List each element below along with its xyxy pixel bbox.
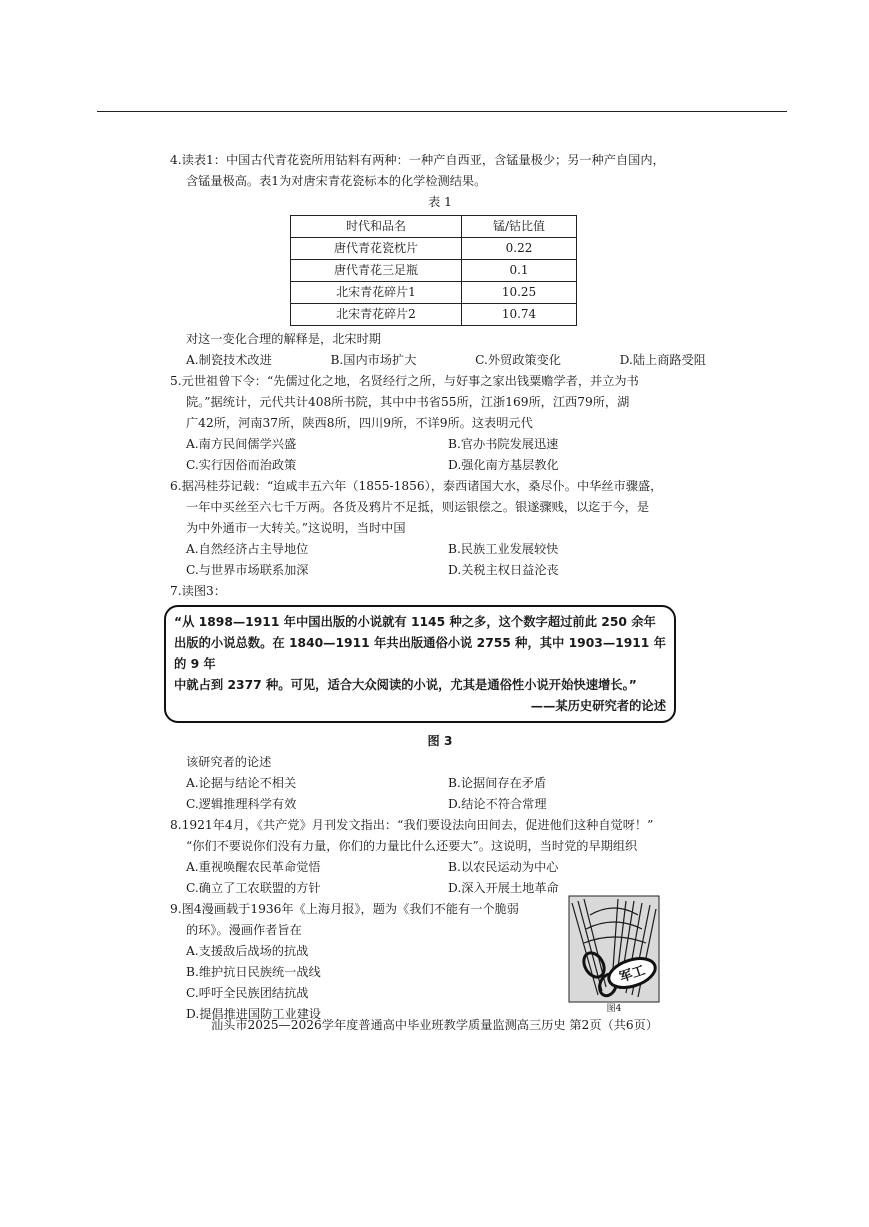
table-row — [291, 304, 577, 326]
option-c: C.与世界市场联系加深 — [186, 563, 309, 577]
option-d: D.提倡推进国防工业建设 — [186, 1007, 322, 1021]
option-b: B.官办书院发展迅速 — [448, 437, 559, 451]
option-b: B.以农民运动为中心 — [448, 860, 559, 874]
q6-stem-line2: 一年中买丝至六七千万两。各货及鸦片不足抵，则运银偿之。银遂骤贱，以迄于今，是 — [186, 500, 650, 514]
option-a: A.制瓷技术改进 — [186, 353, 272, 367]
q8-stem-line1: 8.1921年4月，《共产党》月刊发文指出：“我们要设法向田间去，促进他们这种自觉呀！” — [170, 818, 654, 832]
q7-options-row2 — [170, 794, 710, 815]
table-header-row — [291, 216, 577, 238]
quote-line: 出版的小说总数。在 1840—1911 年共出版通俗小说 2755 种，其中 1903—1911 年的 9 年 — [174, 636, 666, 671]
question-5 — [170, 371, 710, 476]
question-9 — [170, 899, 710, 1025]
q4-stem-line1: 4.读表1：中国古代青花瓷所用钴料有两种：一种产自西亚，含锰量极少；另一种产自国内， — [170, 153, 665, 167]
table-cell: 唐代青花三足瓶 — [291, 260, 462, 282]
table-cell: 北宋青花碎片1 — [291, 282, 462, 304]
q9-stem-line1: 9.图4漫画载于1936年《上海月报》，题为《我们不能有一个脆弱 — [170, 902, 519, 916]
option-d: D.陆上商路受阻 — [619, 353, 706, 367]
q5-stem-line3: 广42所，河南37所，陕西8所，四川9所，不详9所。这表明元代 — [186, 416, 533, 430]
page-footer: 汕头市2025—2026学年度普通高中毕业班教学质量监测高三历史 第2页（共6页） — [210, 1018, 659, 1032]
q7-stem: 7.读图3： — [170, 584, 226, 598]
table-cell: 10.74 — [462, 304, 577, 326]
table-row — [291, 238, 577, 260]
table-header-cell: 锰/钴比值 — [462, 216, 577, 238]
option-c: C.确立了工农联盟的方针 — [186, 881, 321, 895]
question-7 — [170, 581, 710, 815]
option-c: C.逻辑推理科学有效 — [186, 797, 297, 811]
quote-line: “从 1898—1911 年中国出版的小说就有 1145 种之多，这个数字超过前此 250 余年 — [174, 615, 656, 629]
option-c: C.实行因俗而治政策 — [186, 458, 297, 472]
q4-prompt: 对这一变化合理的解释是，北宋时期 — [186, 332, 381, 346]
q4-options — [170, 350, 710, 371]
table-1-title: 表 1 — [428, 195, 452, 209]
table-row — [291, 260, 577, 282]
table-cell: 北宋青花碎片2 — [291, 304, 462, 326]
q8-stem-line2: “你们不要说你们没有力量，你们的力量比什么还要大”。这说明，当时党的早期组织 — [186, 839, 638, 853]
option-b: B.维护抗日民族统一战线 — [186, 965, 321, 979]
question-8 — [170, 815, 710, 899]
option-a: A.南方民间儒学兴盛 — [186, 437, 297, 451]
table-cell: 唐代青花瓷枕片 — [291, 238, 462, 260]
option-a: A.论据与结论不相关 — [186, 776, 297, 790]
q5-options-row2 — [170, 455, 710, 476]
q6-stem-line3: 为中外通市一大转关。”这说明，当时中国 — [186, 521, 406, 535]
question-4 — [170, 150, 710, 371]
figure-3-caption: 图 3 — [427, 734, 453, 748]
option-a: A.自然经济占主导地位 — [186, 542, 309, 556]
option-d: D.深入开展土地革命 — [448, 881, 559, 895]
table-1 — [290, 215, 577, 326]
option-a: A.重视唤醒农民革命觉悟 — [186, 860, 321, 874]
option-b: B.论据间存在矛盾 — [448, 776, 547, 790]
quote-source: ——某历史研究者的论述 — [530, 699, 666, 713]
option-b: B.国内市场扩大 — [330, 353, 417, 367]
option-c: C.外贸政策变化 — [475, 353, 561, 367]
q7-options-row1 — [170, 773, 710, 794]
table-cell: 0.22 — [462, 238, 577, 260]
option-b: B.民族工业发展较快 — [448, 542, 559, 556]
q7-prompt: 该研究者的论述 — [186, 755, 272, 769]
table-cell: 0.1 — [462, 260, 577, 282]
q5-stem-line2: 院。”据统计，元代共计408所书院，其中中书省55所，江浙169所，江西79所，湖 — [186, 395, 630, 409]
header-rule — [97, 111, 787, 112]
question-content — [170, 150, 710, 1025]
q6-stem-line1: 6.据冯桂芬记载：“迨咸丰五六年（1855-1856），泰西诸国大水，桑尽仆。中华丝市骤盛， — [170, 479, 663, 493]
figure-4-caption: 图4 — [606, 1004, 622, 1013]
q4-stem-line2: 含锰量极高。表1为对唐宋青花瓷标本的化学检测结果。 — [186, 174, 487, 188]
q5-stem-line1: 5.元世祖曾下令：“先儒过化之地，名贤经行之所，与好事之家出钱粟赡学者，并立为书 — [170, 374, 639, 388]
option-d: D.强化南方基层教化 — [448, 458, 559, 472]
q9-stem-line2: 的环》。漫画作者旨在 — [186, 923, 302, 937]
q5-options-row1 — [170, 434, 710, 455]
option-a: A.支援敌后战场的抗战 — [186, 944, 309, 958]
question-6 — [170, 476, 710, 581]
quote-line: 中就占到 2377 种。可见，适合大众阅读的小说，尤其是通俗性小说开始快速增长。” — [174, 678, 637, 692]
cartoon-label: 军工 — [617, 963, 648, 986]
figure-3-quote-box — [164, 605, 676, 723]
q8-options-row1 — [170, 857, 710, 878]
q6-options-row1 — [170, 539, 710, 560]
table-cell: 10.25 — [462, 282, 577, 304]
table-header-cell: 时代和品名 — [291, 216, 462, 238]
option-c: C.呼吁全民族团结抗战 — [186, 986, 309, 1000]
option-d: D.结论不符合常理 — [448, 797, 547, 811]
figure-4-cartoon — [568, 895, 660, 1013]
table-row — [291, 282, 577, 304]
option-d: D.关税主权日益沦丧 — [448, 563, 559, 577]
q6-options-row2 — [170, 560, 710, 581]
